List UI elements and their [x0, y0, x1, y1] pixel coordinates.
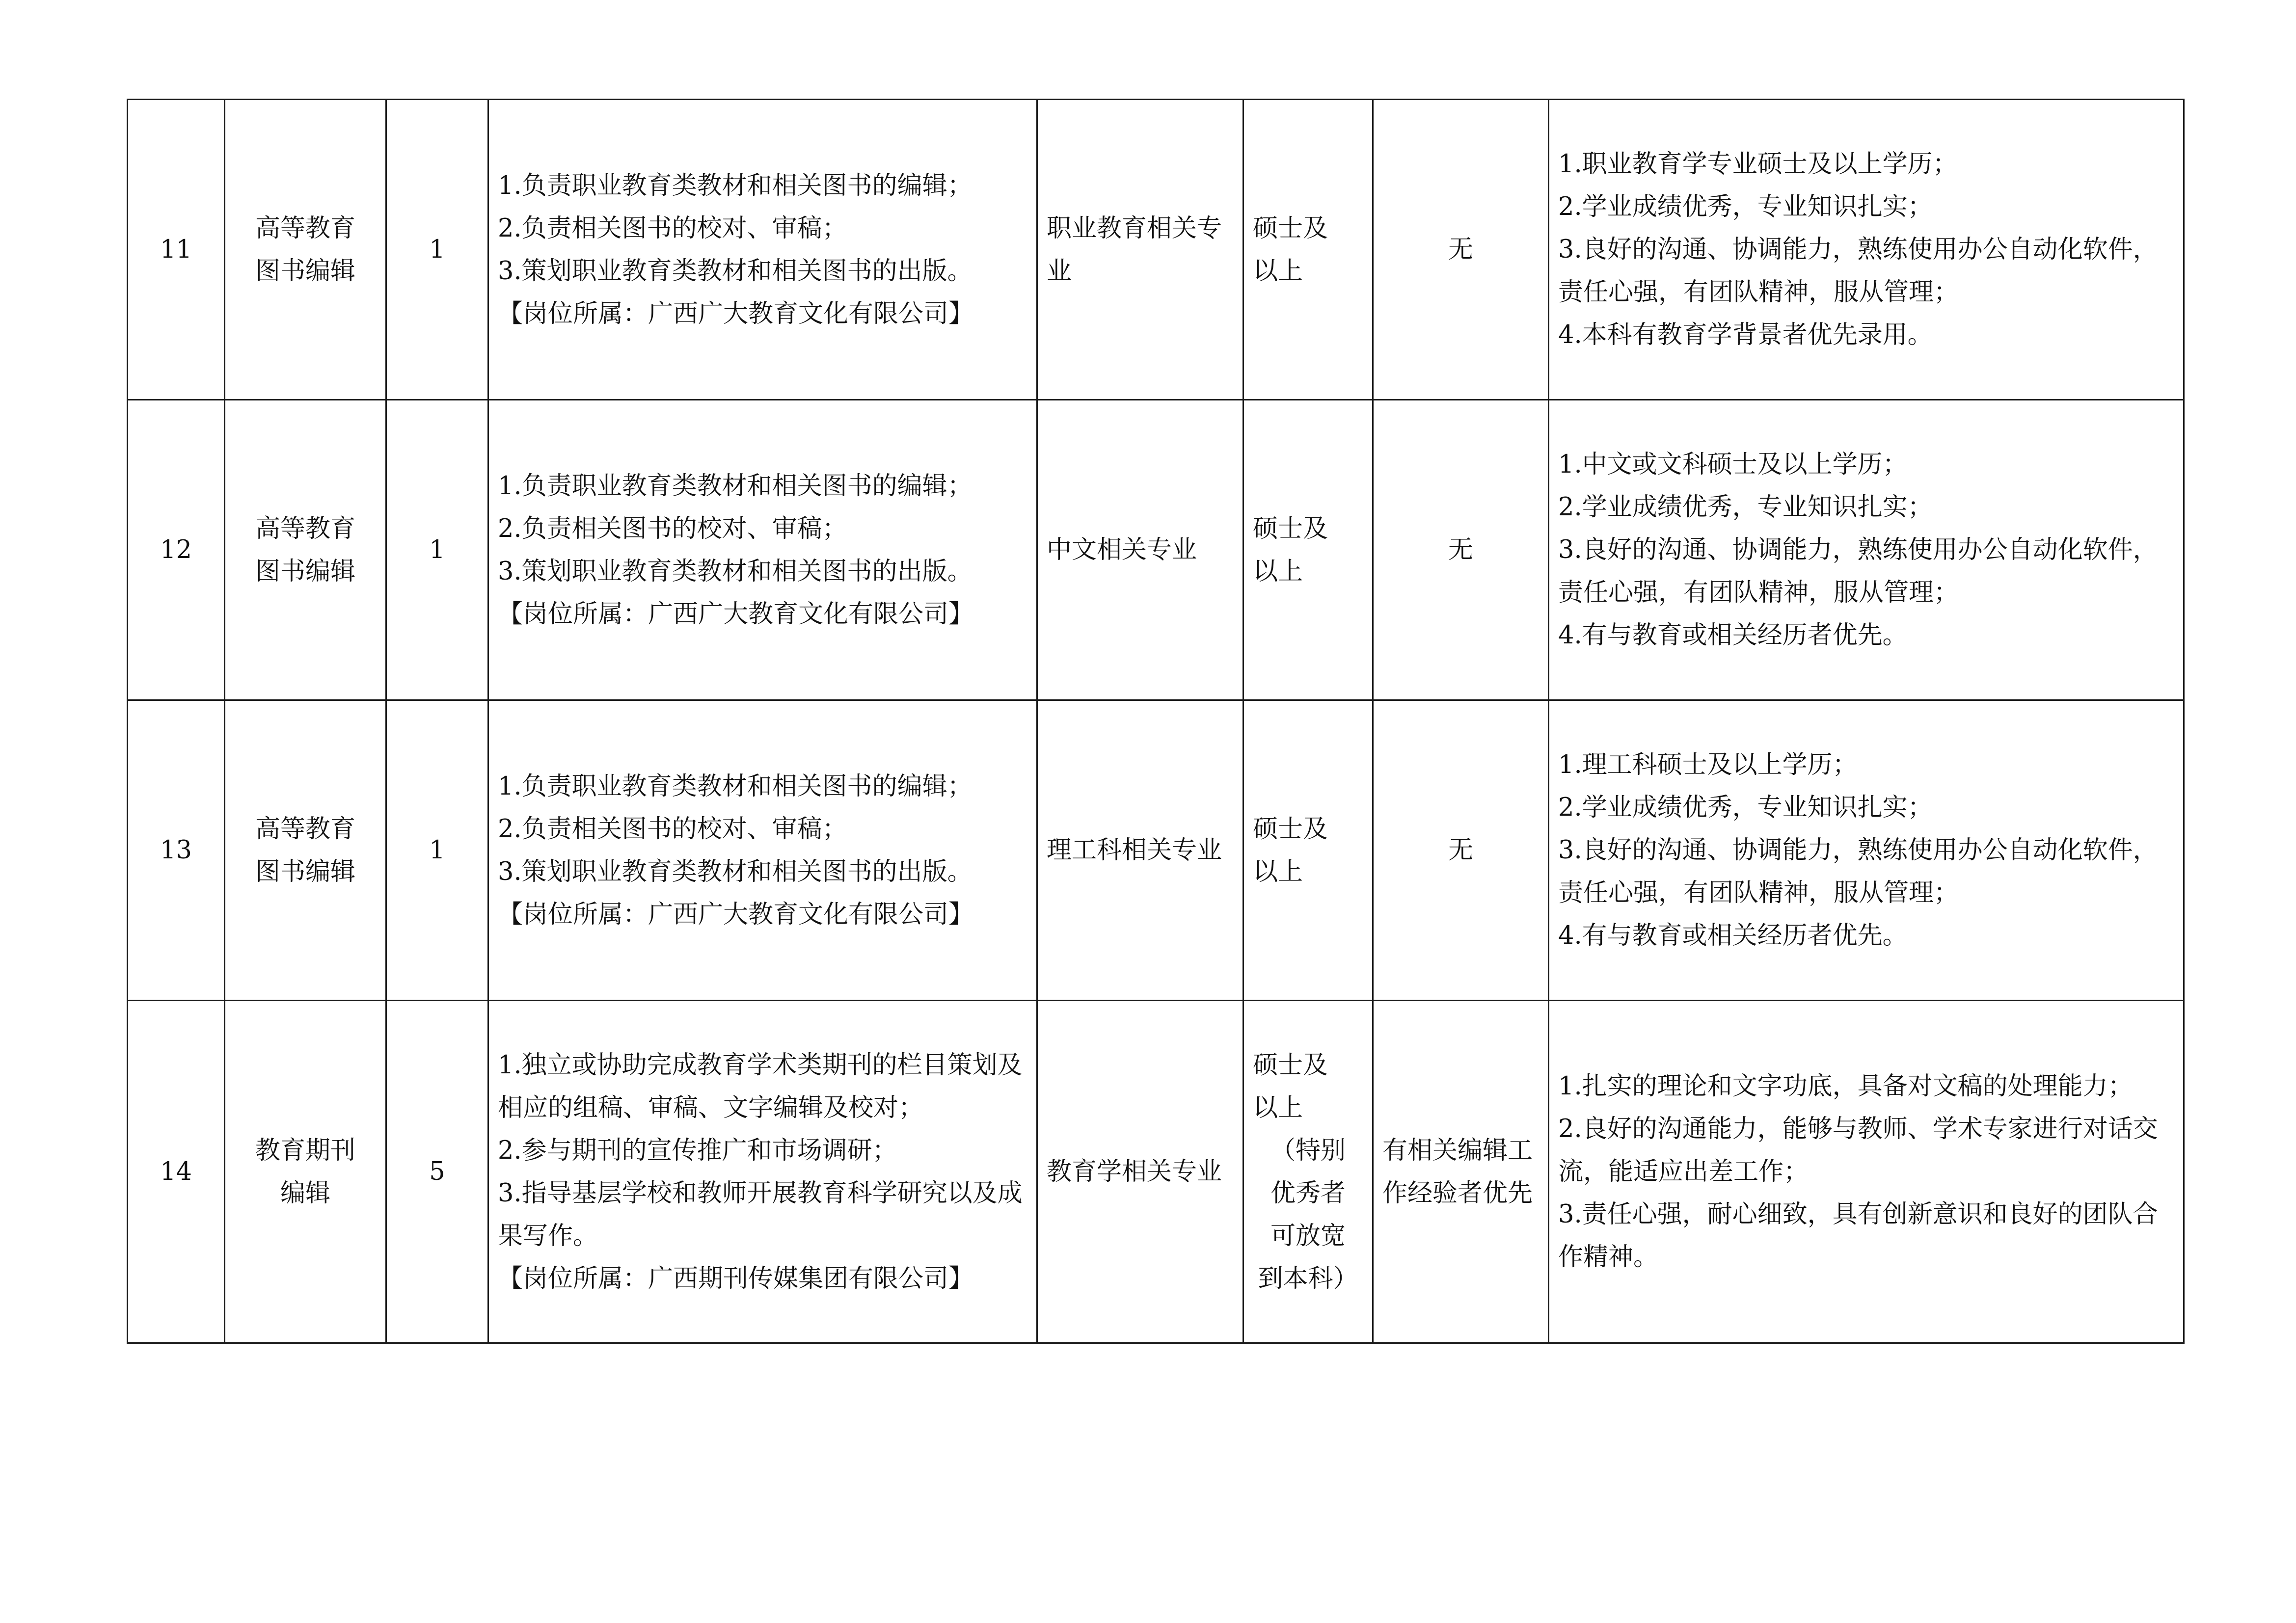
headcount: 1	[386, 700, 488, 1001]
headcount: 1	[386, 400, 488, 700]
job-duties: 1.负责职业教育类教材和相关图书的编辑； 2.负责相关图书的校对、审稿； 3.策划职业教育类教材和相关图书的出版。 【岗位所属：广西广大教育文化有限公司】	[488, 100, 1037, 400]
degree-note: 可放宽	[1270, 1221, 1346, 1251]
degree-requirement: 硕士及 以上	[1243, 100, 1373, 400]
position-name: 高等教育 图书编辑	[225, 100, 386, 400]
major-requirement: 理工科相关专业	[1037, 700, 1243, 1001]
major-requirement: 中文相关专业	[1037, 400, 1243, 700]
major-requirement: 教育学相关专业	[1037, 1001, 1243, 1343]
position-name: 高等教育 图书编辑	[225, 700, 386, 1001]
degree-requirement: 硕士及 以上	[1243, 700, 1373, 1001]
row-number: 12	[128, 400, 225, 700]
experience-requirement: 有相关编辑工作经验者优先	[1373, 1001, 1549, 1343]
other-requirements: 1.理工科硕士及以上学历； 2.学业成绩优秀，专业知识扎实； 3.良好的沟通、协调能力，熟练使用办公自动化软件，责任心强，有团队精神，服从管理； 4.有与教育或相关经历者优先。	[1549, 700, 2184, 1001]
row-number: 14	[128, 1001, 225, 1343]
other-requirements: 1.职业教育学专业硕士及以上学历； 2.学业成绩优秀，专业知识扎实； 3.良好的沟通、协调能力，熟练使用办公自动化软件，责任心强，有团队精神，服从管理； 4.本科有教育学背景者优先录用。	[1549, 100, 2184, 400]
experience-requirement: 无	[1373, 400, 1549, 700]
job-duties: 1.负责职业教育类教材和相关图书的编辑； 2.负责相关图书的校对、审稿； 3.策划职业教育类教材和相关图书的出版。 【岗位所属：广西广大教育文化有限公司】	[488, 700, 1037, 1001]
experience-requirement: 无	[1373, 700, 1549, 1001]
position-name: 高等教育 图书编辑	[225, 400, 386, 700]
headcount: 5	[386, 1001, 488, 1343]
position-name: 教育期刊 编辑	[225, 1001, 386, 1343]
headcount: 1	[386, 100, 488, 400]
other-requirements: 1.扎实的理论和文字功底，具备对文稿的处理能力； 2.良好的沟通能力，能够与教师、学术专家进行对话交流，能适应出差工作； 3.责任心强，耐心细致，具有创新意识和良好的团队合作精神。	[1549, 1001, 2184, 1343]
degree-note: （特别	[1270, 1136, 1346, 1165]
job-duties: 1.独立或协助完成教育学术类期刊的栏目策划及相应的组稿、审稿、文字编辑及校对； 2.参与期刊的宣传推广和市场调研； 3.指导基层学校和教师开展教育科学研究以及成果写作。 【岗位所属：广西期刊传媒集团有限公司】	[488, 1001, 1037, 1343]
job-duties: 1.负责职业教育类教材和相关图书的编辑； 2.负责相关图书的校对、审稿； 3.策划职业教育类教材和相关图书的出版。 【岗位所属：广西广大教育文化有限公司】	[488, 400, 1037, 700]
table-row	[128, 400, 2184, 700]
other-requirements: 1.中文或文科硕士及以上学历； 2.学业成绩优秀，专业知识扎实； 3.良好的沟通、协调能力，熟练使用办公自动化软件，责任心强，有团队精神，服从管理； 4.有与教育或相关经历者优先。	[1549, 400, 2184, 700]
row-number: 13	[128, 700, 225, 1001]
job-positions-table	[127, 99, 2185, 1344]
degree-requirement: 硕士及 以上	[1243, 400, 1373, 700]
experience-requirement: 无	[1373, 100, 1549, 400]
row-number: 11	[128, 100, 225, 400]
major-requirement: 职业教育相关专业	[1037, 100, 1243, 400]
table-row	[128, 100, 2184, 400]
degree-requirement: 硕士及 以上 （特别 优秀者 可放宽 到本科）	[1243, 1001, 1373, 1343]
degree-note: 到本科）	[1258, 1264, 1358, 1293]
degree-note: 优秀者	[1270, 1178, 1346, 1208]
table-row	[128, 700, 2184, 1001]
table-row	[128, 1001, 2184, 1343]
